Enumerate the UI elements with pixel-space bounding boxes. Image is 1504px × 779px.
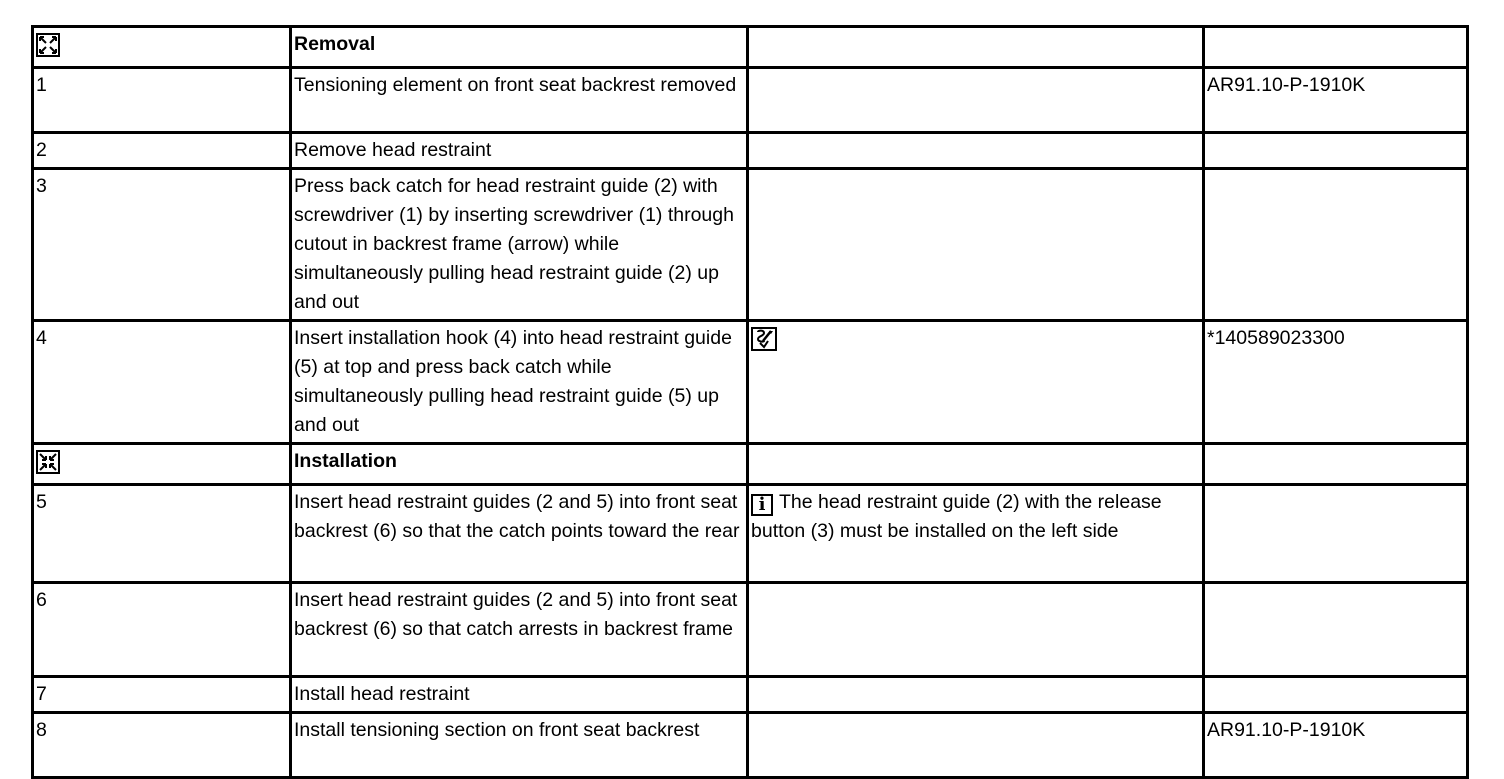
installation-collapse-icon: [36, 450, 60, 474]
section-header-removal: [33, 27, 1468, 68]
removal-icon-cell: [33, 27, 291, 68]
step-row: [33, 68, 1468, 133]
info-icon: i: [751, 494, 773, 516]
step-text: Insert installation hook (4) into head restraint guide (5) at top and press back catch while simultaneously pulling head restraint guide (5) up and out: [291, 321, 748, 444]
step-row: [33, 133, 1468, 169]
step-reference: [1204, 677, 1468, 713]
step-row: [33, 169, 1468, 321]
step-reference[interactable]: *140589023300: [1204, 321, 1468, 444]
step-note: [748, 677, 1204, 713]
step-reference: [1204, 169, 1468, 321]
removal-expand-icon: [36, 33, 60, 57]
step-note: [748, 485, 1204, 583]
section-title-removal: Removal: [291, 27, 748, 68]
step-text: Install head restraint: [291, 677, 748, 713]
installation-icon-cell: [33, 444, 291, 485]
step-note: [748, 68, 1204, 133]
step-reference: [1204, 485, 1468, 583]
special-tool-icon[interactable]: [751, 327, 777, 351]
step-row: [33, 713, 1468, 778]
empty-cell: [1204, 27, 1468, 68]
step-reference[interactable]: AR91.10-P-1910K: [1204, 713, 1468, 778]
step-text: Press back catch for head restraint guide (2) with screwdriver (1) by inserting screwdriver (1) through cutout in backrest frame (arrow) while simultaneously pulling head restraint guide (2) up and out: [291, 169, 748, 321]
step-note-text: The head restraint guide (2) with the release button (3) must be installed on the left side: [751, 491, 1162, 542]
step-text: Tensioning element on front seat backrest removed: [291, 68, 748, 133]
empty-cell: [748, 444, 1204, 485]
step-number: 5: [33, 485, 291, 583]
step-note: [748, 321, 1204, 444]
step-row: [33, 321, 1468, 444]
step-number: 8: [33, 713, 291, 778]
step-number: 3: [33, 169, 291, 321]
step-number: 7: [33, 677, 291, 713]
empty-cell: [748, 27, 1204, 68]
step-text: Remove head restraint: [291, 133, 748, 169]
step-note: [748, 583, 1204, 677]
step-reference[interactable]: AR91.10-P-1910K: [1204, 68, 1468, 133]
step-row: [33, 677, 1468, 713]
section-header-installation: [33, 444, 1468, 485]
step-text: Insert head restraint guides (2 and 5) into front seat backrest (6) so that the catch points toward the rear: [291, 485, 748, 583]
step-row: [33, 485, 1468, 583]
procedure-table: [31, 25, 1469, 779]
step-number: 6: [33, 583, 291, 677]
step-note: [748, 713, 1204, 778]
step-row: [33, 583, 1468, 677]
step-note: [748, 169, 1204, 321]
step-reference: [1204, 583, 1468, 677]
empty-cell: [1204, 444, 1468, 485]
section-title-installation: Installation: [291, 444, 748, 485]
step-text: Install tensioning section on front seat backrest: [291, 713, 748, 778]
step-reference: [1204, 133, 1468, 169]
step-number: 4: [33, 321, 291, 444]
step-note: [748, 133, 1204, 169]
step-text: Insert head restraint guides (2 and 5) into front seat backrest (6) so that catch arrests in backrest frame: [291, 583, 748, 677]
step-number: 1: [33, 68, 291, 133]
step-number: 2: [33, 133, 291, 169]
